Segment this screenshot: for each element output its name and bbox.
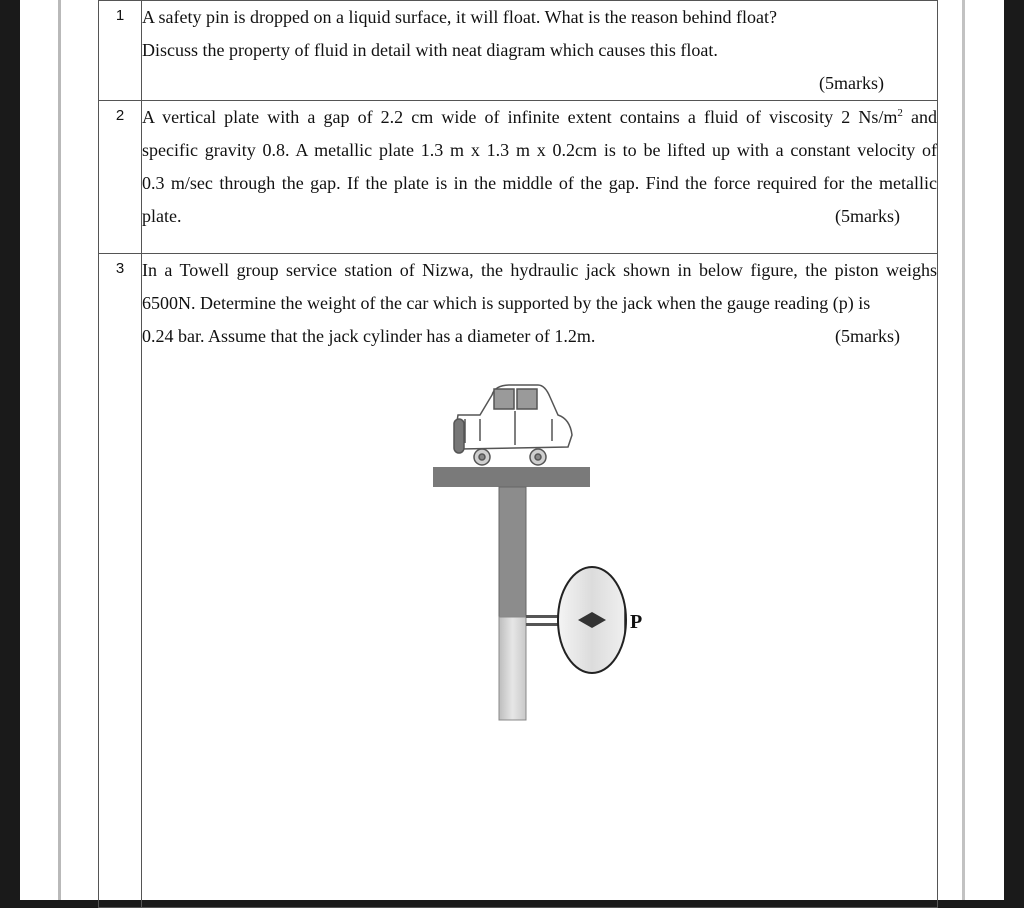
superscript: 2 [897, 107, 903, 119]
jack-platform [433, 467, 590, 487]
gauge-pipe [526, 615, 558, 618]
gauge-pipe [526, 623, 558, 626]
question-text-cell [142, 101, 938, 254]
question-line: 6500N. Determine the weight of the car which is supported by the jack when the gauge reading (p) is [142, 293, 871, 313]
question-line: specific gravity 0.8. A metallic plate 1.3 m x 1.3 m x 0.2cm is to be lifted up with a constant velocity of [142, 140, 937, 160]
jack-cylinder [499, 617, 526, 720]
question-line: plate. [142, 206, 182, 226]
question-text-fragment: and [902, 107, 937, 127]
question-line: 0.24 bar. Assume that the jack cylinder has a diameter of 1.2m. [142, 326, 596, 346]
gauge-label: P [630, 611, 643, 633]
jack-piston [499, 487, 526, 617]
question-number-cell [99, 254, 142, 908]
marks-label: (5marks) [835, 326, 900, 346]
question-line: 0.3 m/sec through the gap. If the plate is in the middle of the gap. Find the force required for the metallic [142, 173, 937, 193]
marks-label: (5marks) [835, 206, 900, 226]
question-number: 3 [115, 260, 125, 277]
question-text-fragment: A vertical plate with a gap of 2.2 cm wide of infinite extent contains a fluid of viscosity 2 Ns/m [142, 107, 898, 127]
question-number: 1 [115, 7, 125, 24]
hydraulic-jack-figure [420, 375, 660, 735]
question-number: 2 [115, 107, 125, 124]
question-number-cell [99, 1, 142, 101]
question-line: A safety pin is dropped on a liquid surface, it will float. What is the reason behind float? [142, 7, 778, 27]
page-edge-right [962, 0, 965, 900]
question-line [142, 101, 937, 134]
question-line: Discuss the property of fluid in detail with neat diagram which causes this float. [142, 40, 718, 60]
question-line-with-marks [142, 200, 937, 233]
question-line: In a Towell group service station of Nizwa, the hydraulic jack shown in below figure, the piston weighs [142, 260, 937, 280]
question-row-1 [99, 1, 938, 101]
question-number-cell [99, 101, 142, 254]
question-text-cell [142, 1, 938, 101]
page-edge-left [58, 0, 61, 900]
marks-label: (5marks) [819, 73, 884, 93]
question-line-with-marks [142, 320, 937, 353]
question-row-2 [99, 101, 938, 254]
car-icon [454, 385, 572, 465]
